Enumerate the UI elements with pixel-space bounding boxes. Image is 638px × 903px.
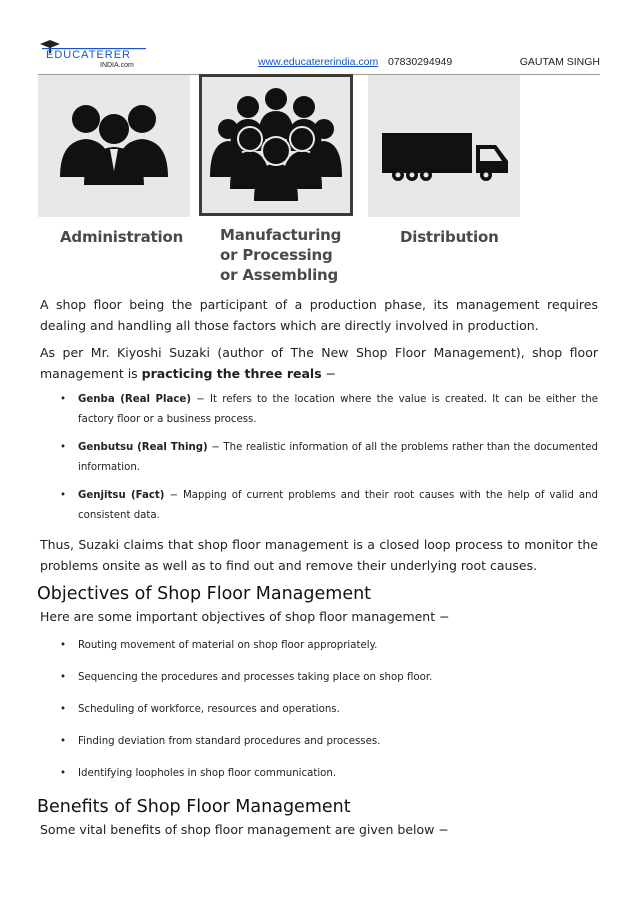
- list-item: • Genba (Real Place) − It refers to the location where the value is created. It can be either the factory floor or a business process.: [40, 390, 598, 430]
- conclusion-paragraph: Thus, Suzaki claims that shop floor management is a closed loop process to monitor the problems onsite as well as to find out and remove their underlying root causes.: [40, 537, 598, 573]
- list-item: • Finding deviation from standard procedures and processes.: [40, 731, 598, 753]
- list-item: • Routing movement of material on shop floor appropriately.: [40, 635, 598, 657]
- educaterer-logo: [38, 38, 150, 70]
- list-item: • Sequencing the procedures and processes taking place on shop floor.: [40, 667, 598, 689]
- page-header: [38, 34, 600, 75]
- bullet: •: [60, 640, 67, 651]
- author-name: GAUTAM SINGH: [519, 56, 600, 68]
- bullet: •: [60, 672, 67, 683]
- administration-panel: [38, 75, 190, 217]
- bullet: •: [60, 736, 67, 747]
- business-people-icon: [38, 75, 190, 217]
- distribution-panel: [368, 75, 520, 217]
- truck-icon: [368, 75, 520, 217]
- logo-text-bottom: INDIA.com: [100, 62, 134, 69]
- phone-number: 07830294949: [388, 56, 453, 68]
- list-item: • Genbutsu (Real Thing) − The realistic information of all the problems rather than the documented information.: [40, 438, 598, 478]
- logo-text-top: EDUCATERER: [46, 49, 131, 61]
- bullet: •: [60, 768, 67, 779]
- objectives-heading: Objectives of Shop Floor Management: [37, 584, 372, 604]
- intro-paragraph: A shop floor being the participant of a production phase, its management requires dealing and handling all those factors which are directly involved in production.: [40, 297, 598, 333]
- list-item: • Genjitsu (Fact) − Mapping of current problems and their root causes with the help of valid and consistent data.: [40, 486, 598, 526]
- administration-label: Administration: [60, 228, 184, 246]
- list-item: • Identifying loopholes in shop floor communication.: [40, 763, 598, 785]
- website-link[interactable]: www.educatererindia.com: [258, 56, 379, 68]
- manufacturing-label: Manufacturing or Processing or Assembling: [220, 226, 342, 284]
- three-reals-paragraph: As per Mr. Kiyoshi Suzaki (author of The New Shop Floor Management), shop floor management is practicing the three reals −: [40, 345, 598, 381]
- distribution-label: Distribution: [400, 228, 499, 246]
- bullet: •: [60, 394, 67, 405]
- shop-floor-figure: [38, 75, 522, 287]
- three-reals-list: [40, 390, 598, 526]
- manufacturing-panel: [199, 74, 353, 216]
- objectives-intro: Here are some important objectives of shop floor management −: [40, 609, 450, 624]
- crowd-icon: [202, 77, 350, 213]
- bullet: •: [60, 442, 67, 453]
- benefits-heading: Benefits of Shop Floor Management: [37, 797, 351, 817]
- benefits-intro: Some vital benefits of shop floor management are given below −: [40, 822, 449, 837]
- bullet: •: [60, 704, 67, 715]
- bullet: •: [60, 490, 67, 501]
- document-body: [37, 294, 599, 846]
- objectives-list: [40, 635, 598, 785]
- three-reals-emphasis: practicing the three reals: [141, 366, 322, 381]
- list-item: • Scheduling of workforce, resources and operations.: [40, 699, 598, 721]
